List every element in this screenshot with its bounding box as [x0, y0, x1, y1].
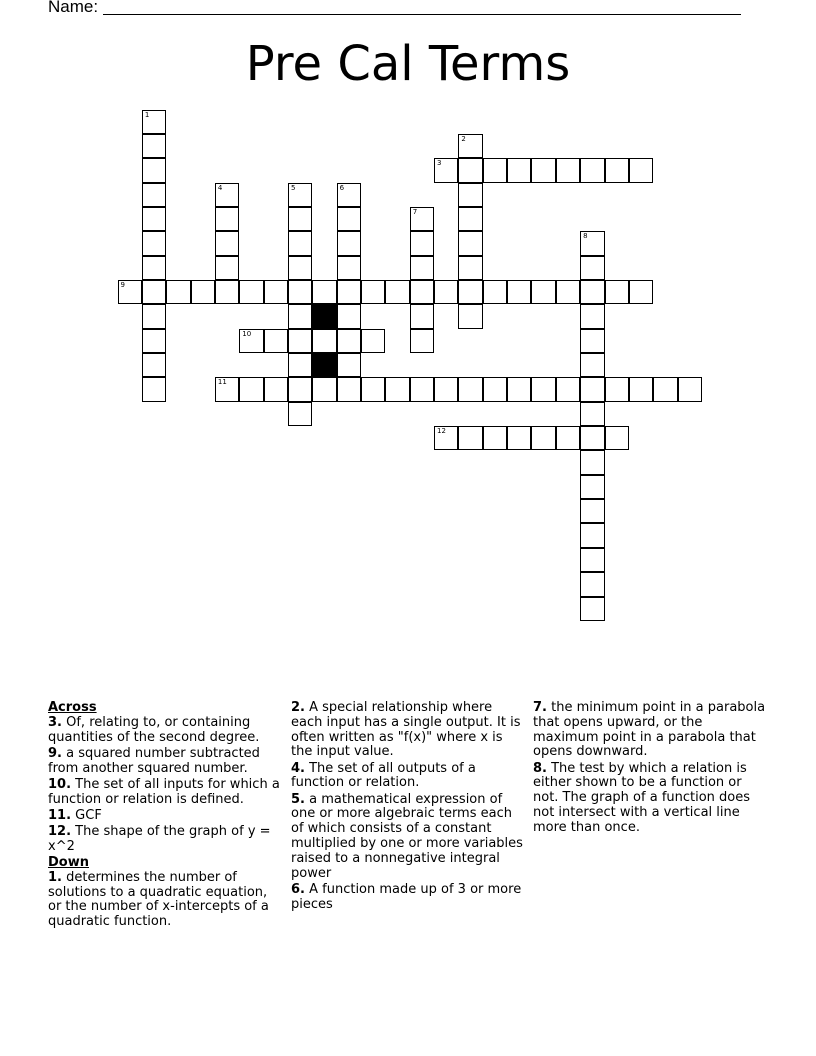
down-clue-1: 1. determines the number of solutions to a quadratic equation, or the number of x-intercepts of a quadratic function.: [48, 869, 269, 930]
crossword-cell[interactable]: [580, 499, 604, 523]
crossword-cell[interactable]: [580, 475, 604, 499]
clue-number: 12: [437, 427, 446, 436]
page-title: Pre Cal Terms: [245, 36, 571, 92]
clue-number: 9: [120, 280, 125, 289]
crossword-cell[interactable]: [337, 207, 361, 231]
crossword-cell[interactable]: [337, 256, 361, 280]
crossword-cell[interactable]: [483, 426, 507, 450]
clue-number: 5: [290, 183, 296, 192]
crossword-cell[interactable]: [483, 280, 507, 304]
crossword-cell[interactable]: [215, 256, 239, 280]
crossword-cell[interactable]: [118, 280, 142, 304]
crossword-cell[interactable]: [142, 158, 166, 182]
crossword-cell[interactable]: [337, 304, 361, 328]
crossword-cell[interactable]: [385, 377, 409, 401]
crossword-cell[interactable]: [556, 426, 580, 450]
crossword-cell[interactable]: [580, 329, 604, 353]
crossword-cell[interactable]: [629, 377, 653, 401]
crossword-cell[interactable]: [410, 280, 434, 304]
crossword-cell[interactable]: [264, 280, 288, 304]
clue-number: 4: [217, 183, 223, 192]
crossword-cell[interactable]: [458, 231, 482, 255]
crossword-cell[interactable]: [531, 280, 555, 304]
across-clue-3: 3. Of, relating to, or containing quantities of the second degree.: [48, 714, 260, 745]
crossword-cell[interactable]: [215, 377, 239, 401]
crossword-cell[interactable]: [288, 353, 312, 377]
crossword-cell[interactable]: [580, 353, 604, 377]
crossword-cell[interactable]: [653, 377, 677, 401]
crossword-cell[interactable]: [410, 304, 434, 328]
crossword-cell[interactable]: [605, 280, 629, 304]
crossword-cell[interactable]: [142, 353, 166, 377]
crossword-cell[interactable]: [580, 304, 604, 328]
clue-number: 7: [412, 207, 418, 216]
crossword-block: [312, 304, 336, 328]
crossword-cell[interactable]: [458, 304, 482, 328]
crossword-cell[interactable]: [337, 329, 361, 353]
crossword-cell[interactable]: [239, 377, 263, 401]
crossword-cell[interactable]: [507, 377, 531, 401]
crossword-cell[interactable]: [678, 377, 702, 401]
crossword-cell[interactable]: [142, 110, 166, 134]
crossword-cell[interactable]: [410, 256, 434, 280]
crossword-cell[interactable]: [556, 158, 580, 182]
crossword-cell[interactable]: [458, 280, 482, 304]
clue-column-2: [291, 701, 523, 914]
clue-number: 11: [217, 378, 227, 387]
crossword-cell[interactable]: [288, 329, 312, 353]
crossword-cell[interactable]: [580, 231, 604, 255]
crossword-cell[interactable]: [458, 426, 482, 450]
crossword-cell[interactable]: [410, 207, 434, 231]
crossword-cell[interactable]: [531, 377, 555, 401]
crossword-cell[interactable]: [507, 158, 531, 182]
crossword-cell[interactable]: [215, 231, 239, 255]
crossword-cell[interactable]: [312, 329, 336, 353]
crossword-cell[interactable]: [483, 377, 507, 401]
crossword-cell[interactable]: [337, 353, 361, 377]
down-clue-7: 7. the minimum point in a parabola that opens upward, or the maximum point in a parabola that opens downward.: [533, 700, 766, 760]
crossword-cell[interactable]: [580, 402, 604, 426]
crossword-cell[interactable]: [580, 256, 604, 280]
crossword-cell[interactable]: [142, 231, 166, 255]
crossword-cell[interactable]: [264, 329, 288, 353]
crossword-cell[interactable]: [531, 426, 555, 450]
crossword-cell[interactable]: [410, 231, 434, 255]
crossword-cell[interactable]: [288, 280, 312, 304]
crossword-cell[interactable]: [142, 183, 166, 207]
crossword-cell[interactable]: [385, 280, 409, 304]
crossword-cell[interactable]: [142, 134, 166, 158]
crossword-cell[interactable]: [337, 183, 361, 207]
crossword-cell[interactable]: [580, 548, 604, 572]
down-clue-4: 4. The set of all outputs of a function or relation.: [291, 760, 476, 791]
name-label: Name:: [48, 0, 99, 16]
crossword-cell[interactable]: [458, 377, 482, 401]
crossword-cell[interactable]: [142, 304, 166, 328]
clue-number: 6: [339, 183, 345, 192]
crossword-cell[interactable]: [166, 280, 190, 304]
crossword-cell[interactable]: [507, 280, 531, 304]
crossword-cell[interactable]: [337, 231, 361, 255]
crossword-cell[interactable]: [361, 377, 385, 401]
crossword-cell[interactable]: [361, 329, 385, 353]
crossword-cell[interactable]: [434, 426, 458, 450]
crossword-cell[interactable]: [288, 207, 312, 231]
crossword-cell[interactable]: [239, 280, 263, 304]
down-clue-2: 2. A special relationship where each input has a single output. It is often written as "f(x)" where x is the input value.: [291, 700, 521, 760]
crossword-cell[interactable]: [312, 280, 336, 304]
crossword-cell[interactable]: [264, 377, 288, 401]
crossword-cell[interactable]: [580, 377, 604, 401]
across-clue-9: 9. a squared number subtracted from another squared number.: [48, 745, 260, 776]
crossword-cell[interactable]: [288, 304, 312, 328]
crossword-cell[interactable]: [580, 572, 604, 596]
crossword-cell[interactable]: [458, 207, 482, 231]
crossword-cell[interactable]: [288, 231, 312, 255]
crossword-cell[interactable]: [337, 280, 361, 304]
down-heading: Down: [48, 854, 89, 870]
crossword-cell[interactable]: [288, 183, 312, 207]
crossword-cell[interactable]: [434, 280, 458, 304]
crossword-cell[interactable]: [580, 158, 604, 182]
crossword-cell[interactable]: [337, 377, 361, 401]
crossword-cell[interactable]: [191, 280, 215, 304]
crossword-cell[interactable]: [580, 597, 604, 621]
clue-column-3: [533, 701, 769, 837]
crossword-cell[interactable]: [556, 280, 580, 304]
crossword-cell[interactable]: [580, 523, 604, 547]
crossword-cell[interactable]: [215, 207, 239, 231]
clue-number: 1: [144, 110, 150, 119]
across-heading: Across: [48, 700, 97, 715]
crossword-cell[interactable]: [507, 426, 531, 450]
crossword-cell[interactable]: [142, 329, 166, 353]
crossword-cell[interactable]: [142, 207, 166, 231]
crossword-cell[interactable]: [458, 158, 482, 182]
crossword-cell[interactable]: [605, 158, 629, 182]
clue-number: 2: [461, 134, 466, 143]
crossword-cell[interactable]: [142, 280, 166, 304]
crossword-cell[interactable]: [556, 377, 580, 401]
crossword-cell[interactable]: [434, 158, 458, 182]
crossword-cell[interactable]: [215, 183, 239, 207]
clue-number: 3: [437, 159, 442, 168]
down-clue-8: 8. The test by which a relation is either shown to be a function or not. The graph of a function does not intersect with a vertical line more than once.: [533, 760, 751, 835]
across-clue-11: 11. GCF: [48, 807, 102, 823]
clue-column-1: [48, 701, 284, 931]
crossword-cell[interactable]: [410, 377, 434, 401]
crossword-cell[interactable]: [605, 377, 629, 401]
down-clue-5: 5. a mathematical expression of one or more algebraic terms each of which consists of a constant multiplied by one or more variables raised to a nonnegative integral power: [291, 791, 523, 881]
crossword-cell[interactable]: [410, 329, 434, 353]
crossword-cell[interactable]: [629, 280, 653, 304]
crossword-block: [312, 353, 336, 377]
crossword-cell[interactable]: [483, 158, 507, 182]
down-clue-6: 6. A function made up of 3 or more pieces: [291, 881, 522, 912]
crossword-cell[interactable]: [629, 158, 653, 182]
crossword-cell[interactable]: [361, 280, 385, 304]
crossword-cell[interactable]: [288, 377, 312, 401]
crossword-cell[interactable]: [531, 158, 555, 182]
crossword-cell[interactable]: [434, 377, 458, 401]
crossword-cell[interactable]: [215, 280, 239, 304]
crossword-cell[interactable]: [580, 280, 604, 304]
across-clue-12: 12. The shape of the graph of y = x^2: [48, 823, 271, 854]
crossword-cell[interactable]: [239, 329, 263, 353]
crossword-cell[interactable]: [142, 377, 166, 401]
crossword-cell[interactable]: [580, 426, 604, 450]
clue-number: 10: [242, 329, 252, 338]
crossword-cell[interactable]: [288, 256, 312, 280]
crossword-cell[interactable]: [580, 450, 604, 474]
crossword-cell[interactable]: [605, 426, 629, 450]
crossword-cell[interactable]: [458, 256, 482, 280]
crossword-cell[interactable]: [458, 183, 482, 207]
crossword-cell[interactable]: [458, 134, 482, 158]
crossword-cell[interactable]: [142, 256, 166, 280]
crossword-cell[interactable]: [288, 402, 312, 426]
crossword-cell[interactable]: [312, 377, 336, 401]
across-clue-10: 10. The set of all inputs for which a function or relation is defined.: [48, 776, 280, 807]
clue-number: 8: [583, 232, 588, 241]
